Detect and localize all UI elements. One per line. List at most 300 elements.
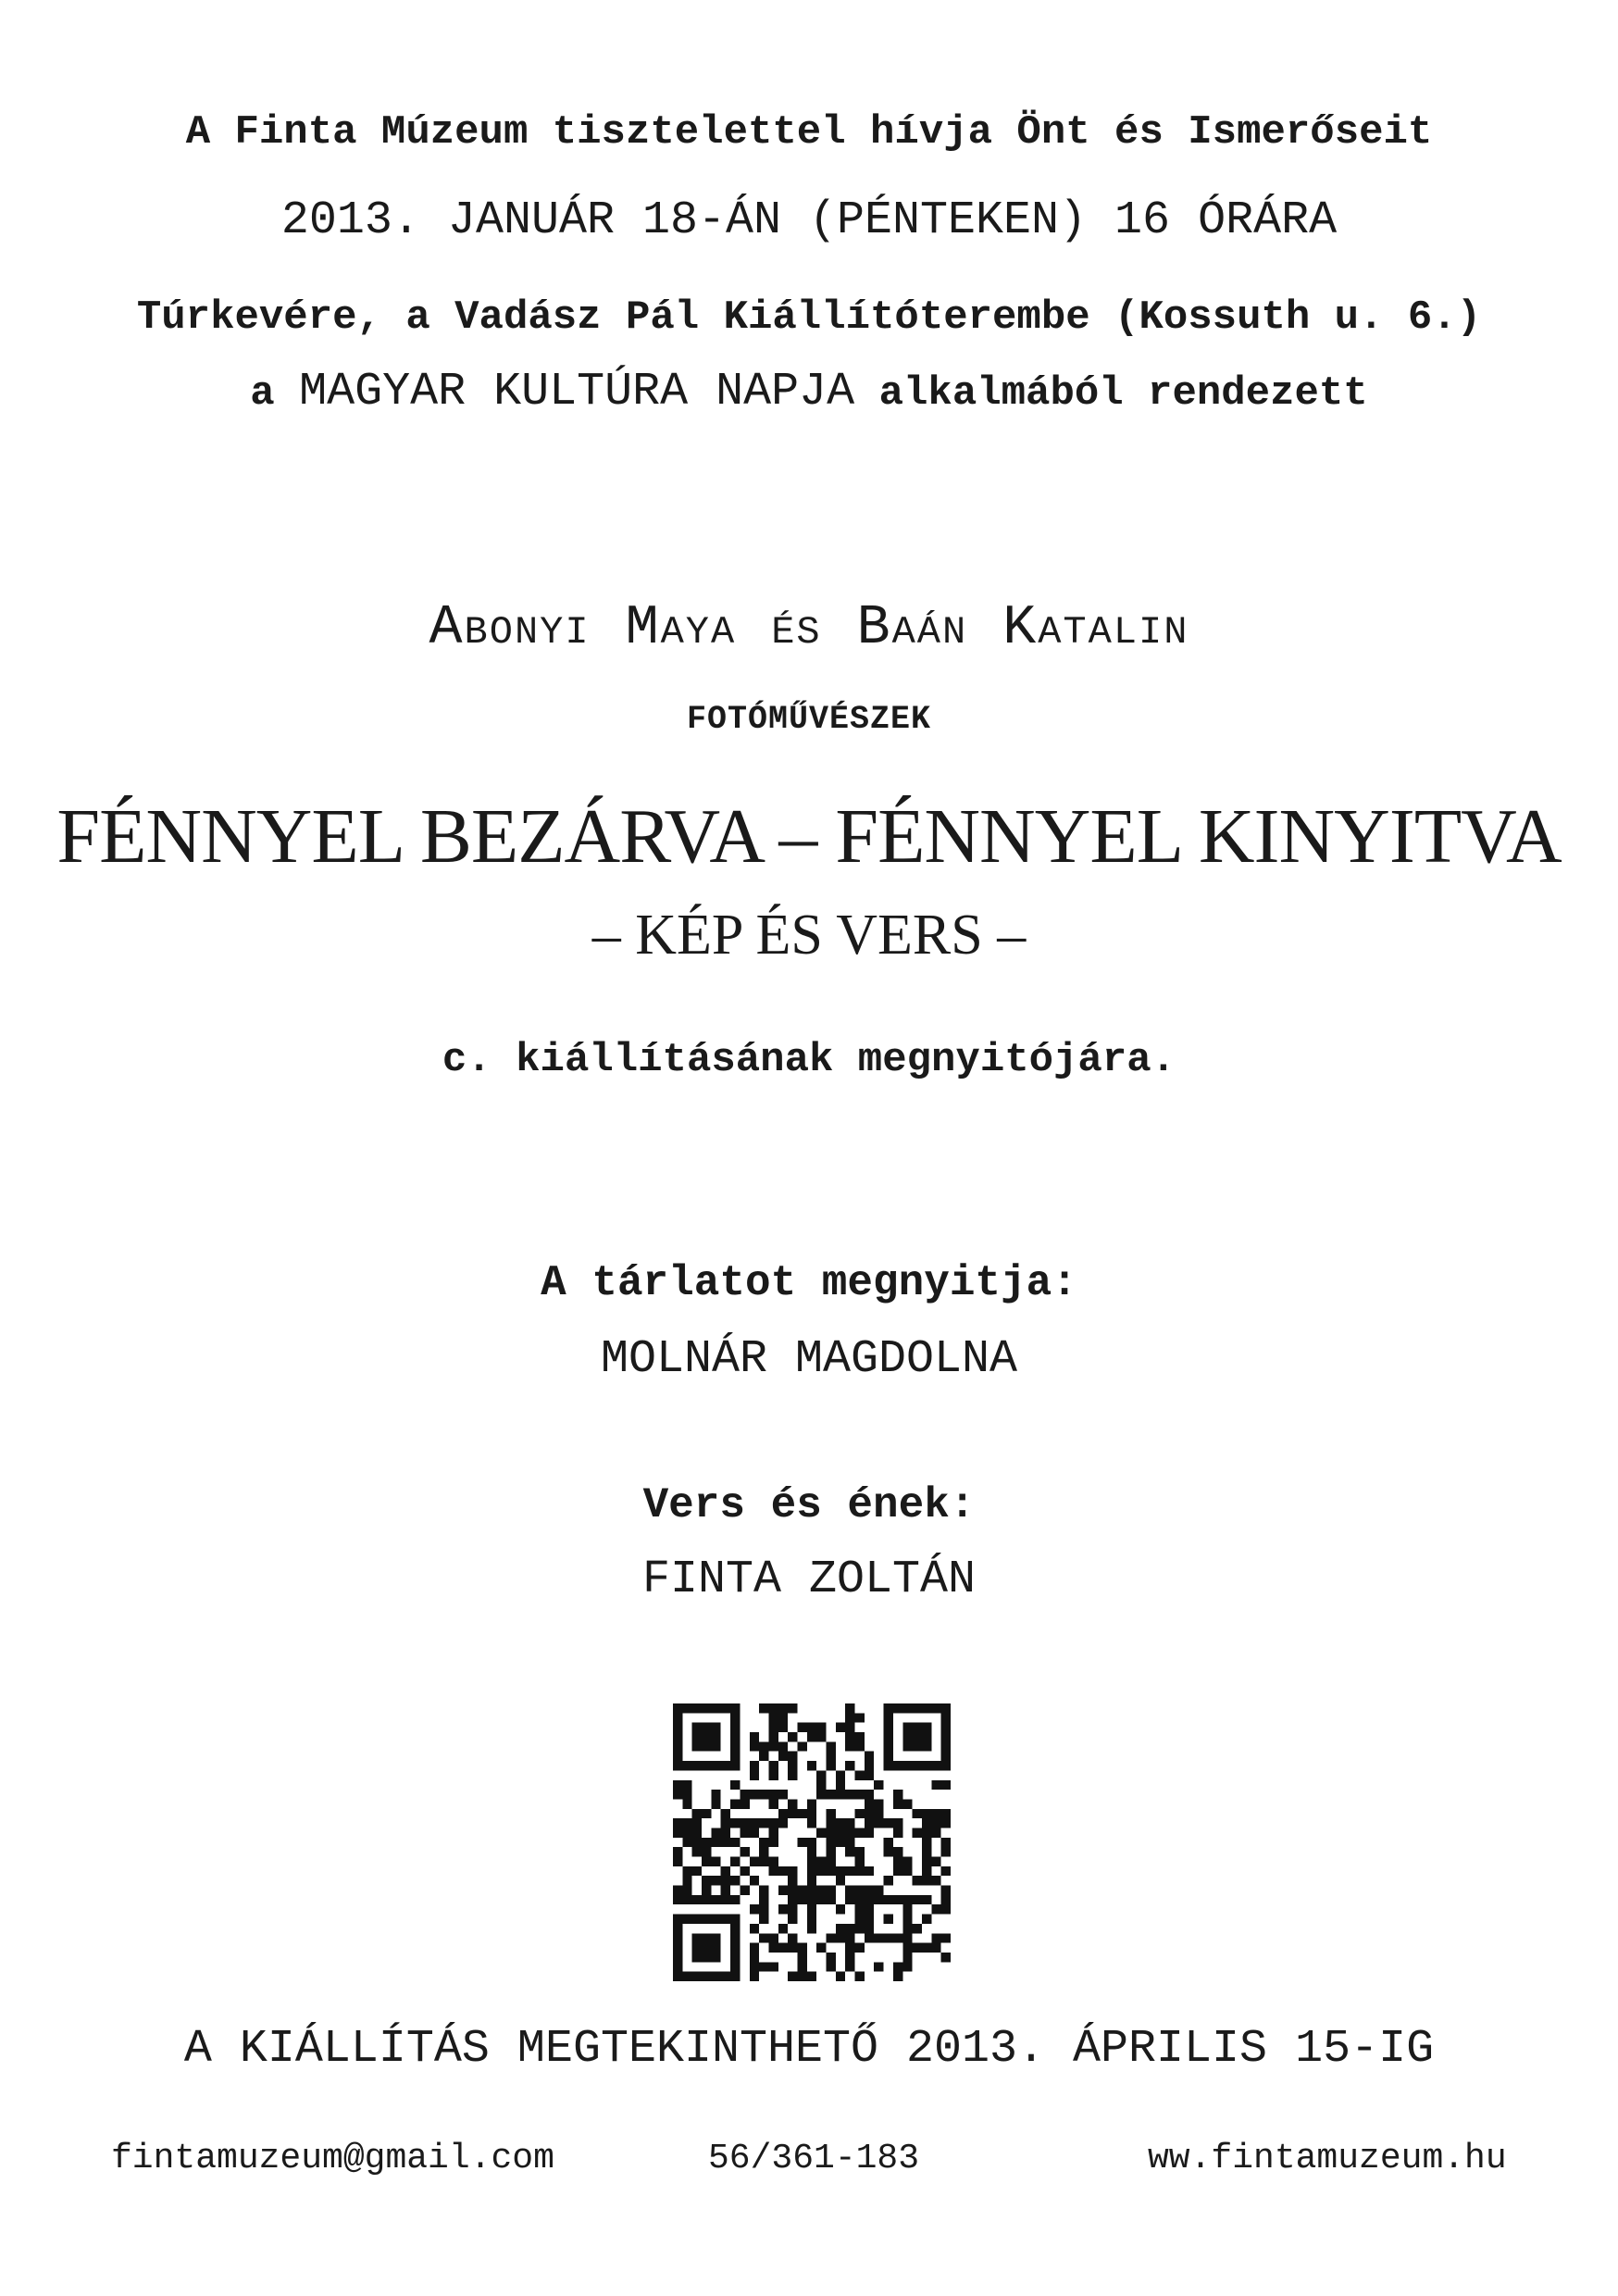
qr-code-icon[interactable] [673, 1703, 951, 1981]
qr-module [750, 1962, 759, 1971]
qr-module [721, 1703, 730, 1713]
qr-module [855, 1847, 865, 1856]
qr-module [750, 1924, 759, 1933]
qr-module [855, 1943, 865, 1953]
opener-label: A tárlatot megnyitja: [541, 1259, 1077, 1307]
qr-module [941, 1895, 951, 1904]
qr-module [816, 1780, 826, 1790]
qr-module [711, 1933, 720, 1942]
qr-module [913, 1732, 922, 1741]
qr-module [759, 1962, 768, 1971]
qr-module [778, 1790, 788, 1799]
qr-module [884, 1838, 893, 1847]
qr-module [922, 1741, 931, 1751]
qr-module [673, 1703, 682, 1713]
qr-module [874, 1780, 883, 1790]
qr-module [845, 1886, 854, 1895]
qr-module [768, 1933, 778, 1942]
performer-label: Vers és ének: [642, 1481, 976, 1529]
qr-module [855, 1741, 865, 1751]
qr-module [797, 1886, 806, 1895]
qr-module [750, 1953, 759, 1962]
qr-module [692, 1838, 702, 1847]
qr-module [827, 1933, 836, 1942]
qr-module [778, 1809, 788, 1818]
qr-module [884, 1761, 893, 1770]
qr-module [816, 1732, 826, 1741]
qr-module [941, 1818, 951, 1828]
qr-module [931, 1703, 940, 1713]
qr-module [788, 1876, 797, 1885]
qr-module [682, 1866, 691, 1876]
qr-module [673, 1723, 682, 1732]
qr-module [884, 1876, 893, 1885]
qr-module [682, 1915, 691, 1924]
qr-module [807, 1886, 816, 1895]
qr-module [865, 1818, 874, 1828]
qr-module [702, 1943, 711, 1953]
opener-name: MOLNÁR MAGDOLNA [600, 1333, 1018, 1386]
qr-module [922, 1915, 931, 1924]
qr-module [797, 1943, 806, 1953]
qr-module [682, 1780, 691, 1790]
qr-module [807, 1809, 816, 1818]
qr-module [730, 1799, 740, 1808]
qr-module [893, 1828, 902, 1837]
qr-module [788, 1895, 797, 1904]
qr-module [922, 1703, 931, 1713]
qr-module [816, 1857, 826, 1866]
qr-module [855, 1713, 865, 1722]
qr-module [788, 1770, 797, 1779]
qr-module [855, 1857, 865, 1866]
qr-module [902, 1915, 912, 1924]
qr-module [702, 1723, 711, 1732]
qr-module [913, 1703, 922, 1713]
qr-module [768, 1799, 778, 1808]
qr-module [931, 1857, 940, 1866]
qr-module [730, 1943, 740, 1953]
qr-module [740, 1799, 749, 1808]
qr-module [750, 1972, 759, 1981]
qr-module [816, 1770, 826, 1779]
qr-module [797, 1838, 806, 1847]
qr-module [797, 1972, 806, 1981]
qr-module [740, 1818, 749, 1828]
exhibition-title: FÉNNYEL BEZÁRVA – FÉNNYEL KINYITVA [56, 793, 1562, 880]
qr-module [673, 1741, 682, 1751]
qr-module [884, 1915, 893, 1924]
qr-module [913, 1809, 922, 1818]
qr-module [702, 1895, 711, 1904]
qr-module [721, 1828, 730, 1837]
performer-name: FINTA ZOLTÁN [641, 1554, 977, 1606]
qr-module [759, 1703, 768, 1713]
qr-module [692, 1732, 702, 1741]
qr-module [836, 1933, 845, 1942]
qr-module [721, 1876, 730, 1885]
qr-module [845, 1723, 854, 1732]
qr-module [874, 1962, 883, 1971]
qr-module [816, 1828, 826, 1837]
qr-module [922, 1828, 931, 1837]
qr-module [902, 1904, 912, 1914]
qr-module [788, 1972, 797, 1981]
qr-module [682, 1876, 691, 1885]
qr-module [922, 1818, 931, 1828]
qr-module [682, 1895, 691, 1904]
qr-module [807, 1857, 816, 1866]
qr-module [865, 1933, 874, 1942]
qr-module [913, 1924, 922, 1933]
qr-module [788, 1809, 797, 1818]
contact-phone: 56/361-183 [708, 2139, 920, 2178]
qr-module [750, 1857, 759, 1866]
qr-module [816, 1723, 826, 1732]
qr-module [855, 1809, 865, 1818]
qr-module [941, 1723, 951, 1732]
qr-module [807, 1799, 816, 1808]
qr-module [902, 1741, 912, 1751]
qr-module [673, 1886, 682, 1895]
qr-module [845, 1943, 854, 1953]
qr-module [750, 1761, 759, 1770]
qr-module [673, 1924, 682, 1933]
qr-module [788, 1752, 797, 1761]
qr-module [941, 1809, 951, 1818]
qr-module [730, 1723, 740, 1732]
qr-module [845, 1741, 854, 1751]
qr-module [902, 1799, 912, 1808]
qr-module [673, 1847, 682, 1856]
qr-module [797, 1953, 806, 1962]
qr-module [730, 1933, 740, 1942]
qr-module [845, 1953, 854, 1962]
qr-module [692, 1866, 702, 1876]
qr-module [865, 1828, 874, 1837]
qr-module [788, 1886, 797, 1895]
qr-module [768, 1703, 778, 1713]
qr-module [941, 1953, 951, 1962]
contact-website[interactable]: ww.fintamuzeum.hu [1148, 2139, 1507, 2178]
qr-module [788, 1943, 797, 1953]
contact-email[interactable]: fintamuzeum@gmail.com [111, 2139, 554, 2178]
qr-module [893, 1818, 902, 1828]
qr-module [692, 1953, 702, 1962]
occasion-suffix: alkalmából rendezett [854, 370, 1368, 417]
qr-module [730, 1741, 740, 1751]
qr-module [845, 1703, 854, 1713]
qr-module [711, 1828, 720, 1837]
qr-module [836, 1972, 845, 1981]
qr-module [941, 1732, 951, 1741]
qr-module [768, 1818, 778, 1828]
qr-module [941, 1741, 951, 1751]
qr-module [845, 1866, 854, 1876]
qr-module [682, 1886, 691, 1895]
qr-module [941, 1847, 951, 1856]
qr-module [740, 1886, 749, 1895]
qr-module [692, 1972, 702, 1981]
qr-module [778, 1943, 788, 1953]
qr-module [816, 1790, 826, 1799]
qr-module [673, 1962, 682, 1971]
qr-module [884, 1847, 893, 1856]
qr-module [836, 1924, 845, 1933]
qr-module [807, 1915, 816, 1924]
qr-module [941, 1904, 951, 1914]
qr-module [730, 1953, 740, 1962]
qr-module [750, 1741, 759, 1751]
qr-module [855, 1904, 865, 1914]
qr-module [711, 1741, 720, 1751]
qr-module [768, 1723, 778, 1732]
qr-module [931, 1933, 940, 1942]
qr-module [768, 1838, 778, 1847]
qr-module [902, 1895, 912, 1904]
qr-module [797, 1723, 806, 1732]
qr-module [702, 1857, 711, 1866]
qr-module [788, 1866, 797, 1876]
qr-module [827, 1962, 836, 1971]
qr-module [702, 1953, 711, 1962]
qr-module [941, 1933, 951, 1942]
qr-module [902, 1857, 912, 1866]
qr-module [902, 1703, 912, 1713]
qr-module [768, 1790, 778, 1799]
qr-module [845, 1828, 854, 1837]
qr-module [682, 1818, 691, 1828]
qr-module [902, 1943, 912, 1953]
qr-module [893, 1857, 902, 1866]
qr-module [884, 1741, 893, 1751]
qr-module [750, 1904, 759, 1914]
qr-module [845, 1933, 854, 1942]
qr-module [692, 1809, 702, 1818]
qr-module [673, 1790, 682, 1799]
qr-module [778, 1866, 788, 1876]
qr-module [902, 1924, 912, 1933]
qr-module [865, 1809, 874, 1818]
qr-module [711, 1838, 720, 1847]
qr-module [827, 1790, 836, 1799]
qr-module [836, 1828, 845, 1837]
qr-module [778, 1818, 788, 1828]
qr-module [884, 1933, 893, 1942]
qr-module [673, 1780, 682, 1790]
qr-module [865, 1924, 874, 1933]
qr-module [702, 1972, 711, 1981]
qr-module [855, 1924, 865, 1933]
qr-module [855, 1828, 865, 1837]
qr-module [673, 1857, 682, 1866]
qr-module [730, 1780, 740, 1790]
qr-module [692, 1895, 702, 1904]
qr-module [865, 1904, 874, 1914]
qr-module [931, 1828, 940, 1837]
qr-module [836, 1723, 845, 1732]
qr-module [788, 1799, 797, 1808]
qr-module [673, 1818, 682, 1828]
qr-module [913, 1876, 922, 1885]
artists-role: fotóművészek [686, 690, 932, 742]
exhibition-subtitle: – KÉP ÉS VERS – [591, 904, 1027, 967]
qr-module [855, 1915, 865, 1924]
qr-module [922, 1866, 931, 1876]
qr-module [827, 1953, 836, 1962]
qr-module [673, 1895, 682, 1904]
qr-module [902, 1866, 912, 1876]
qr-module [836, 1790, 845, 1799]
qr-module [893, 1972, 902, 1981]
event-occasion [0, 366, 1618, 418]
qr-module [721, 1809, 730, 1818]
qr-module [816, 1886, 826, 1895]
qr-module [941, 1703, 951, 1713]
qr-module [682, 1799, 691, 1808]
qr-module [807, 1924, 816, 1933]
qr-module [884, 1895, 893, 1904]
qr-module [692, 1828, 702, 1837]
qr-module [711, 1703, 720, 1713]
qr-module [730, 1818, 740, 1828]
qr-module [922, 1847, 931, 1856]
qr-module [893, 1703, 902, 1713]
qr-module [893, 1895, 902, 1904]
qr-module [730, 1972, 740, 1981]
qr-module [721, 1886, 730, 1895]
qr-module [711, 1799, 720, 1808]
qr-module [941, 1838, 951, 1847]
qr-module [750, 1876, 759, 1885]
qr-module [836, 1876, 845, 1885]
exhibition-caption: c. kiállításának megnyitójára. [442, 1037, 1176, 1083]
qr-module [788, 1703, 797, 1713]
qr-module [768, 1866, 778, 1876]
qr-module [865, 1752, 874, 1761]
qr-module [768, 1761, 778, 1770]
qr-module [836, 1770, 845, 1779]
qr-module [682, 1761, 691, 1770]
qr-module [692, 1818, 702, 1828]
qr-module [845, 1732, 854, 1741]
qr-module [941, 1752, 951, 1761]
qr-module [827, 1847, 836, 1856]
qr-module [913, 1723, 922, 1732]
qr-module [797, 1741, 806, 1751]
qr-module [845, 1838, 854, 1847]
qr-module [711, 1915, 720, 1924]
qr-module [865, 1790, 874, 1799]
qr-module [874, 1895, 883, 1904]
qr-module [807, 1818, 816, 1828]
qr-module [902, 1723, 912, 1732]
qr-module [902, 1933, 912, 1942]
qr-module [702, 1886, 711, 1895]
qr-module [750, 1770, 759, 1779]
qr-module [902, 1953, 912, 1962]
qr-module [941, 1713, 951, 1722]
qr-module [692, 1741, 702, 1751]
qr-module [721, 1972, 730, 1981]
qr-module [692, 1847, 702, 1856]
qr-module [673, 1713, 682, 1722]
qr-module [721, 1761, 730, 1770]
qr-module [845, 1895, 854, 1904]
qr-module [711, 1943, 720, 1953]
qr-module [788, 1915, 797, 1924]
qr-module [750, 1790, 759, 1799]
qr-module [931, 1761, 940, 1770]
qr-module [788, 1761, 797, 1770]
qr-module [845, 1790, 854, 1799]
invitation-line: A Finta Múzeum tisztelettel hívja Önt és Ismerőseit [185, 109, 1433, 156]
qr-module [768, 1741, 778, 1751]
qr-module [865, 1866, 874, 1876]
qr-module [884, 1723, 893, 1732]
qr-module [922, 1838, 931, 1847]
qr-module [711, 1953, 720, 1962]
qr-module [702, 1732, 711, 1741]
qr-module [893, 1847, 902, 1856]
exhibition-until: A KIÁLLÍTÁS MEGTEKINTHETŐ 2013. ÁPRILIS 15-IG [183, 2023, 1435, 2076]
qr-module [865, 1895, 874, 1904]
qr-module [797, 1809, 806, 1818]
qr-module [768, 1732, 778, 1741]
qr-module [827, 1895, 836, 1904]
qr-module [682, 1972, 691, 1981]
qr-module [759, 1904, 768, 1914]
qr-module [750, 1732, 759, 1741]
qr-module [827, 1886, 836, 1895]
qr-module [855, 1895, 865, 1904]
qr-module [902, 1732, 912, 1741]
qr-module [759, 1818, 768, 1828]
qr-module [768, 1857, 778, 1866]
qr-module [855, 1790, 865, 1799]
qr-module [836, 1838, 845, 1847]
qr-module [673, 1933, 682, 1942]
qr-module [827, 1752, 836, 1761]
qr-module [913, 1828, 922, 1837]
qr-module [730, 1838, 740, 1847]
qr-module [730, 1703, 740, 1713]
qr-module [827, 1828, 836, 1837]
qr-module [721, 1818, 730, 1828]
qr-module [778, 1703, 788, 1713]
qr-module [845, 1761, 854, 1770]
qr-module [941, 1761, 951, 1770]
qr-module [931, 1876, 940, 1885]
qr-module [797, 1962, 806, 1971]
qr-module [730, 1962, 740, 1971]
qr-module [740, 1790, 749, 1799]
qr-module [759, 1752, 768, 1761]
qr-module [807, 1838, 816, 1847]
qr-module [884, 1713, 893, 1722]
qr-module [759, 1790, 768, 1799]
qr-module [807, 1847, 816, 1856]
event-venue: Túrkevére, a Vadász Pál Kiállítóterembe (Kossuth u. 6.) [136, 294, 1482, 341]
qr-module [836, 1780, 845, 1790]
qr-module [797, 1895, 806, 1904]
qr-module [750, 1943, 759, 1953]
qr-module [922, 1876, 931, 1885]
qr-module [711, 1761, 720, 1770]
qr-module [913, 1943, 922, 1953]
qr-module [827, 1761, 836, 1770]
qr-module [788, 1732, 797, 1741]
